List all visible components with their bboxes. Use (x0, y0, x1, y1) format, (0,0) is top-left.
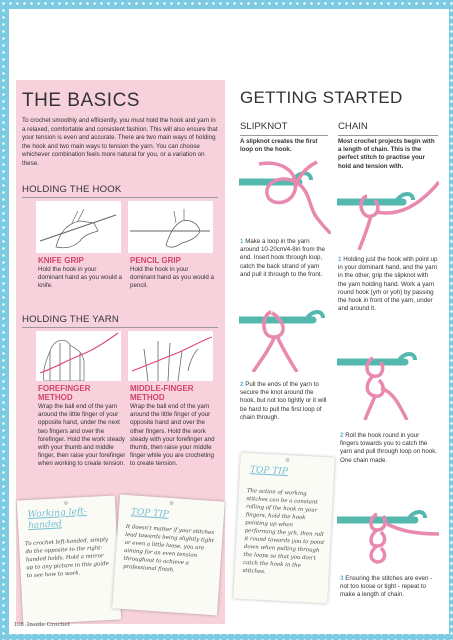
getting-started-title: GETTING STARTED (240, 88, 403, 107)
slipknot-step-1 (240, 238, 330, 279)
pencil-grip-photo (128, 201, 213, 253)
step-number: 2 (340, 432, 344, 439)
forefinger-method-title: FOREFINGER METHOD (38, 384, 91, 402)
slipknot-step-2 (240, 381, 330, 422)
basics-top-tip-text: It doesn't matter if your stitches lead towards being slightly tight or even a little loose, you are aiming for an even tension throughout to achieve a professional finish. (122, 523, 215, 574)
basics-title: THE BASICS (22, 90, 140, 111)
magazine-name: Inside Crochet (26, 622, 71, 628)
left-handed-tip-text: To crochet left-handed, simply do the opposite to the right-handed holds. Hold a mirror up to any picture in this guide to see how to work. (24, 536, 109, 580)
slipknot-step-1-photo (239, 158, 331, 234)
knife-grip-title: KNIFE GRIP (38, 256, 84, 265)
getting-started-tip-card (233, 453, 335, 604)
page-number: 108 (14, 622, 24, 628)
knife-grip-text: Hold the hook in your dominant hand as you would a knife. (38, 266, 122, 290)
basics-top-tip-title: TOP TIP (130, 507, 170, 520)
getting-started-tip-text: The action of working stitches can be a constant rolling of the hook in your fingers, hold the hook pointing up when performing the yrh, then roll it round towards you to point down when pulling through the loops so that you don't catch the hook in the stitches. (242, 488, 325, 576)
chain-step-1-photo (337, 172, 439, 250)
left-handed-tip-title: Working left-handed (27, 507, 88, 532)
middle-finger-method-photo (128, 331, 213, 381)
chain-heading: CHAIN (338, 121, 368, 132)
page-footer (14, 622, 70, 628)
slipknot-heading: SLIPKNOT (240, 121, 288, 132)
pencil-grip-text: Hold the hook in your dominant hand as you would a pencil. (130, 266, 214, 290)
middle-finger-method-text: Wrap the ball end of the yarn around the little finger of your opposite hand and over the other fingers. Hold the work steady with your forefinger and thumb, then raise your middle finger while you are crocheting to create tension. (130, 403, 215, 468)
chain-step-1 (338, 256, 438, 313)
step-number: 1 (338, 256, 342, 263)
step-number: 3 (340, 575, 344, 582)
pin-icon (169, 501, 173, 505)
chain-step-3-photo (337, 490, 439, 570)
divider (240, 135, 328, 136)
forefinger-method-text: Wrap the ball end of the yarn around the little finger of your opposite hand, under the next two fingers and over the forefinger. Hold the work steady with your thumb and middle finger, then raise your forefinger when working to create tension. (38, 403, 126, 468)
divider (22, 197, 218, 198)
left-handed-tip-card (17, 496, 121, 625)
slipknot-subtitle: A slipknot creates the first loop on the hook. (240, 138, 318, 154)
chain-step-3 (340, 575, 438, 600)
chain-subtitle: Most crochet projects begin with a length of chain. This is the perfect stitch to practise your hold and tension with. (338, 138, 435, 170)
basics-top-tip-card (112, 494, 225, 615)
step-number: 1 (240, 238, 244, 245)
holding-hook-heading: HOLDING THE HOOK (22, 184, 122, 195)
chain-step-2-photo (337, 340, 439, 420)
pencil-grip-title: PENCIL GRIP (130, 256, 181, 265)
pin-icon (285, 458, 289, 462)
basics-intro: To crochet smoothly and efficiently, you must hold the hook and yarn in a relaxed, comfortable and consistent fashion. This will also ensure that your tension is even and accurate. There are two main ways of holding the hook and two main ways to tension the yarn. You can choose whichever combination feels more natural for you, or a variation on these. (22, 117, 218, 167)
slipknot-step-2-photo (239, 296, 331, 372)
pin-icon (64, 501, 68, 505)
getting-started-tip-title: TOP TIP (249, 465, 289, 478)
step-text: Make a loop in the yarn around 10-20cm/4-8in from the end. Insert hook through loop, catch the back strand of yarn and pull it through to the front. (240, 238, 325, 278)
divider (22, 327, 218, 328)
step-text: Ensuring the stitches are even - not too loose or tight - repeat to make a length of chain. (340, 575, 433, 599)
holding-yarn-heading: HOLDING THE YARN (22, 314, 120, 325)
forefinger-method-photo (36, 331, 121, 381)
step-text: Pull the ends of the yarn to secure the knot around the hook, but not too tightly or it will be hard to pull the first loop of chain through. (240, 381, 327, 421)
middle-finger-method-title: MIDDLE-FINGER METHOD (130, 384, 194, 402)
knife-grip-photo (36, 201, 121, 253)
divider (338, 135, 438, 136)
chain-step-2 (340, 432, 438, 465)
step-text: Roll the hook round in your fingers towards you to catch the yarn and pull through loop on hook. One chain made. (340, 432, 438, 464)
step-text: Holding just the hook with point up in your dominant hand, and the yarn in the other, grip the slipknot with the yarn holding hand. Work a yarn round hook (yrh or yoh) by passing the hook in front of the yarn, under and around it. (338, 256, 438, 313)
step-number: 2 (240, 381, 244, 388)
